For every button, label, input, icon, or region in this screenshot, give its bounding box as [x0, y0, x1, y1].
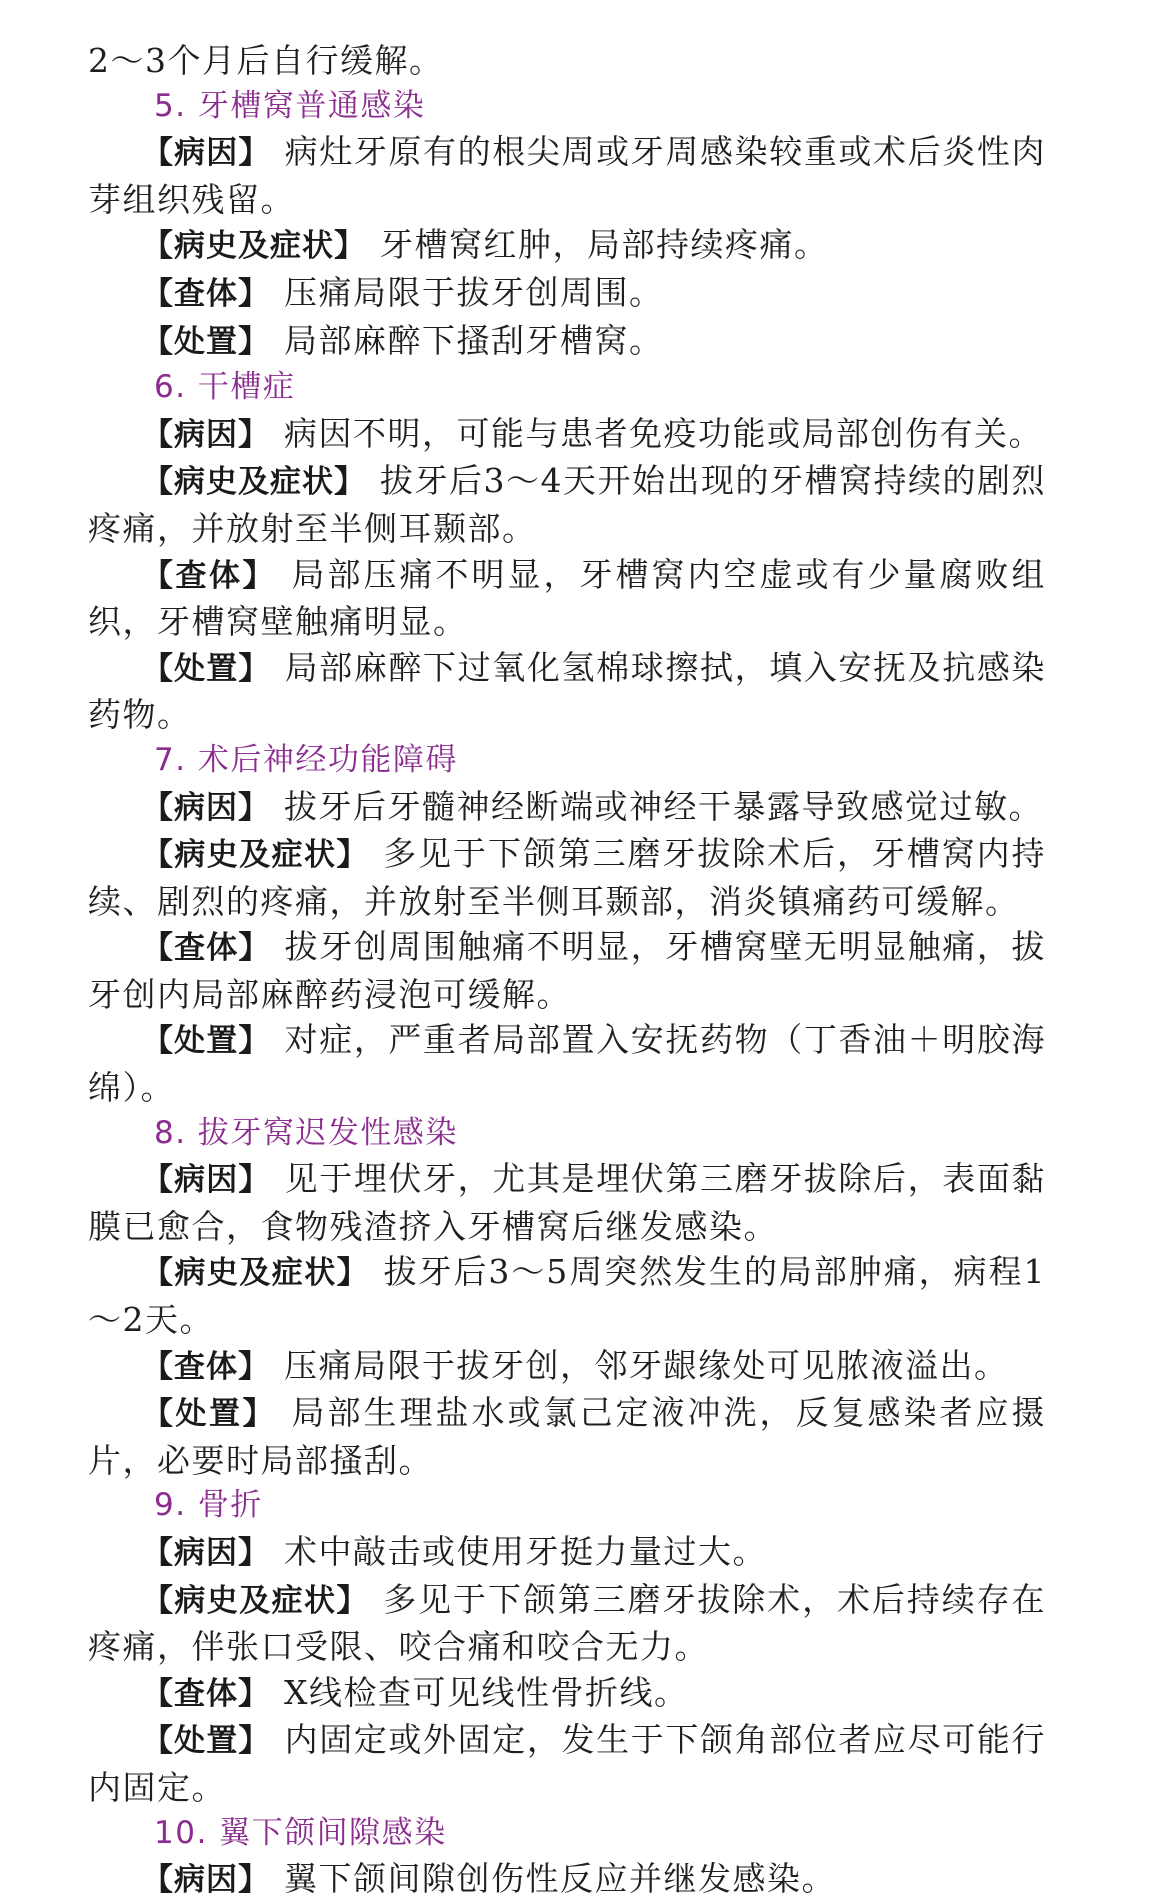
- entry-text: 病因不明，可能与患者免疫功能或局部创伤有关。: [284, 413, 1043, 453]
- entry-label: 【病因】: [142, 416, 270, 453]
- entry-paragraph: [88, 1249, 1046, 1342]
- entry-label: 【处置】: [142, 1396, 276, 1433]
- entry-paragraph: [88, 1577, 1046, 1670]
- entry-paragraph: [88, 552, 1046, 645]
- entry-label: 【病史及症状】: [142, 1255, 370, 1292]
- entry-label: 【处置】: [142, 323, 270, 360]
- entry-paragraph: [88, 129, 1046, 222]
- document-page: [88, 38, 1046, 1904]
- entry-paragraph: [88, 1856, 1046, 1904]
- entry-text: 多见于下颌第三磨牙拔除术，术后持续存在疼痛，伴张口受限、咬合痛和咬合无力。: [88, 1579, 1047, 1667]
- entry-text: 局部生理盐水或氯己定液冲洗，反复感染者应摄片，必要时局部搔刮。: [88, 1393, 1046, 1480]
- entry-label: 【查体】: [142, 1348, 270, 1385]
- body-paragraph: 2～3个月后自行缓解。: [88, 41, 444, 80]
- section-heading: 6. 干槽症: [154, 369, 296, 406]
- section-heading: 8. 拔牙窝迟发性感染: [154, 1114, 458, 1151]
- entry-text: 局部压痛不明显，牙槽窝内空虚或有少量腐败组织，牙槽窝壁触痛明显。: [88, 554, 1046, 642]
- entry-paragraph: [88, 222, 1046, 270]
- entry-text: 拔牙后3～5周突然发生的局部肿痛，病程1～2天。: [88, 1252, 1047, 1340]
- entry-paragraph: [88, 924, 1046, 1017]
- entry-text: 压痛局限于拔牙创周围。: [284, 272, 664, 312]
- entry-paragraph: [88, 270, 1046, 318]
- section-heading: 9. 骨折: [154, 1487, 263, 1524]
- entry-label: 【病因】: [142, 1162, 271, 1199]
- entry-text: 内固定或外固定，发生于下颌角部位者应尽可能行内固定。: [88, 1720, 1047, 1807]
- entry-label: 【病因】: [142, 135, 271, 172]
- entry-text: 多见于下颌第三磨牙拔除术后，牙槽窝内持续、剧烈的疼痛，并放射至半侧耳颞部，消炎镇痛药可缓解。: [88, 834, 1047, 921]
- entry-paragraph: [88, 1717, 1046, 1810]
- entry-label: 【病因】: [142, 789, 270, 826]
- entry-label: 【病史及症状】: [142, 464, 366, 501]
- entry-text: 拔牙后牙髓神经断端或神经干暴露导致感觉过敏。: [284, 786, 1043, 826]
- section-heading: 7. 术后神经功能障碍: [154, 741, 458, 778]
- entry-paragraph: [88, 1156, 1046, 1249]
- entry-paragraph: [88, 831, 1046, 924]
- entry-label: 【病因】: [142, 1862, 270, 1899]
- entry-paragraph: [88, 1017, 1046, 1110]
- section-heading: 10. 翼下颌间隙感染: [154, 1814, 447, 1851]
- entry-paragraph: [88, 1670, 1046, 1718]
- entry-label: 【处置】: [142, 1723, 271, 1760]
- entry-paragraph: [88, 411, 1046, 459]
- entry-label: 【处置】: [142, 1023, 271, 1060]
- entry-label: 【查体】: [142, 557, 276, 594]
- entry-text: 牙槽窝红肿，局部持续疼痛。: [380, 225, 829, 265]
- entry-text: 拔牙创周围触痛不明显，牙槽窝壁无明显触痛，拔牙创内局部麻醉药浸泡可缓解。: [88, 927, 1047, 1014]
- entry-paragraph: [88, 458, 1046, 551]
- entry-text: 翼下颌间隙创伤性反应并继发感染。: [284, 1859, 836, 1899]
- entry-paragraph: [88, 318, 1046, 366]
- section-heading: 5. 牙槽窝普通感染: [154, 87, 426, 124]
- entry-paragraph: [88, 645, 1046, 738]
- entry-paragraph: [88, 1390, 1046, 1483]
- entry-label: 【病史及症状】: [142, 1582, 369, 1619]
- entry-label: 【病史及症状】: [142, 837, 369, 874]
- entry-paragraph: [88, 784, 1046, 832]
- entry-text: 压痛局限于拔牙创，邻牙龈缘处可见脓液溢出。: [284, 1345, 1009, 1385]
- entry-text: 术中敲击或使用牙挺力量过大。: [284, 1532, 767, 1571]
- entry-label: 【查体】: [142, 1675, 270, 1712]
- entry-text: 病灶牙原有的根尖周或牙周感染较重或术后炎性肉芽组织残留。: [88, 132, 1047, 219]
- entry-label: 【病因】: [142, 1535, 270, 1571]
- entry-label: 【病史及症状】: [142, 228, 366, 265]
- entry-label: 【查体】: [142, 930, 271, 967]
- entry-text: 局部麻醉下搔刮牙槽窝。: [284, 320, 664, 360]
- entry-paragraph: [88, 1529, 1046, 1577]
- entry-label: 【处置】: [142, 650, 271, 687]
- entry-text: 见于埋伏牙，尤其是埋伏第三磨牙拔除后，表面黏膜已愈合，食物残渣挤入牙槽窝后继发感染。: [88, 1159, 1047, 1246]
- entry-text: X线检查可见线性骨折线。: [284, 1672, 689, 1712]
- entry-label: 【查体】: [142, 275, 270, 312]
- entry-paragraph: [88, 1343, 1046, 1391]
- entry-text: 拔牙后3～4天开始出现的牙槽窝持续的剧烈疼痛，并放射至半侧耳颞部。: [88, 461, 1046, 548]
- entry-text: 对症，严重者局部置入安抚药物（丁香油＋明胶海绵）。: [88, 1020, 1047, 1108]
- entry-text: 局部麻醉下过氧化氢棉球擦拭，填入安抚及抗感染药物。: [88, 647, 1047, 735]
